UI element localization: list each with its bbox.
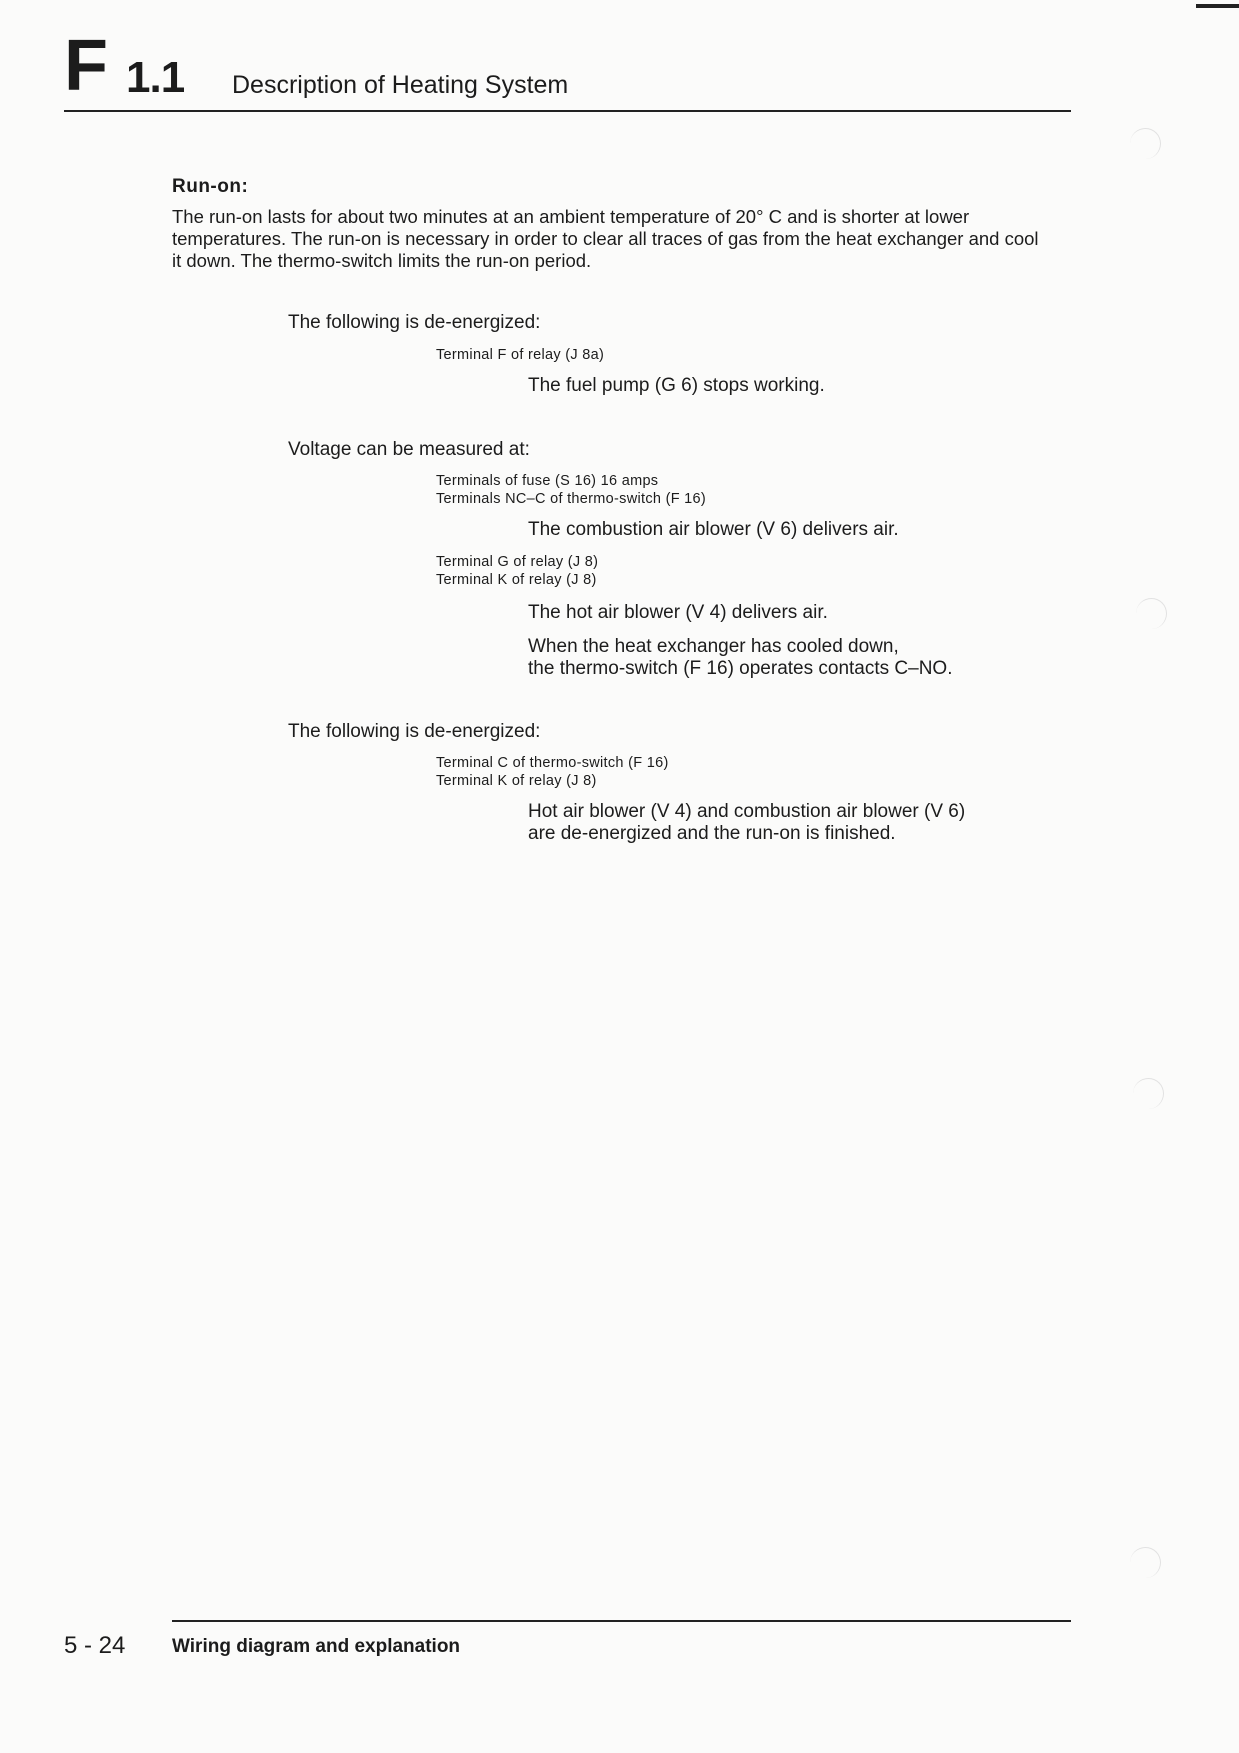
block1-terminal-1: Terminal F of relay (J 8a) (436, 347, 605, 363)
block3-result-line2: are de-energized and the run-on is finished. (528, 823, 896, 844)
footer-title: Wiring diagram and explanation (172, 1636, 461, 1657)
footer-rule (172, 1620, 1071, 1622)
section-heading: Run-on: (172, 176, 249, 197)
block2-terminal-2: Terminals NC–C of thermo-switch (F 16) (436, 491, 707, 507)
block2-result-3-line2: the thermo-switch (F 16) operates contacts C–NO. (528, 658, 953, 679)
block1-result: The fuel pump (G 6) stops working. (528, 375, 825, 396)
block2-result-2: The hot air blower (V 4) delivers air. (528, 602, 828, 623)
block2-result-3-line1: When the heat exchanger has cooled down, (528, 636, 899, 657)
block2-result-1: The combustion air blower (V 6) delivers air. (528, 519, 899, 540)
block3-terminal-2: Terminal K of relay (J 8) (436, 773, 597, 789)
header-rule (64, 110, 1071, 112)
block2-terminal-1: Terminals of fuse (S 16) 16 amps (436, 473, 659, 489)
page-number: 5 - 24 (64, 1632, 126, 1659)
punch-hole-mark (1133, 1078, 1164, 1109)
block3-lead: The following is de-energized: (288, 721, 541, 742)
punch-hole-mark (1130, 1547, 1161, 1578)
block3-result-line1: Hot air blower (V 4) and combustion air blower (V 6) (528, 801, 966, 822)
block1-lead: The following is de-energized: (288, 312, 541, 333)
page-title: Description of Heating System (232, 71, 569, 99)
block2-lead: Voltage can be measured at: (288, 439, 530, 460)
section-letter: F (64, 26, 106, 106)
intro-paragraph: The run-on lasts for about two minutes at an ambient temperature of 20° C and is shorter at lower temperatures. The run-on is necessary in order to clear all traces of gas from the heat exchanger and cool it down. The thermo-switch limits the run-on period. (172, 206, 1039, 271)
punch-hole-mark (1130, 128, 1161, 159)
block3-terminal-1: Terminal C of thermo-switch (F 16) (436, 755, 669, 771)
corner-mark (1196, 4, 1239, 8)
block2-terminal-3: Terminal G of relay (J 8) (436, 554, 599, 570)
block2-terminal-4: Terminal K of relay (J 8) (436, 572, 597, 588)
punch-hole-mark (1136, 598, 1167, 629)
section-number: 1.1 (126, 53, 185, 102)
